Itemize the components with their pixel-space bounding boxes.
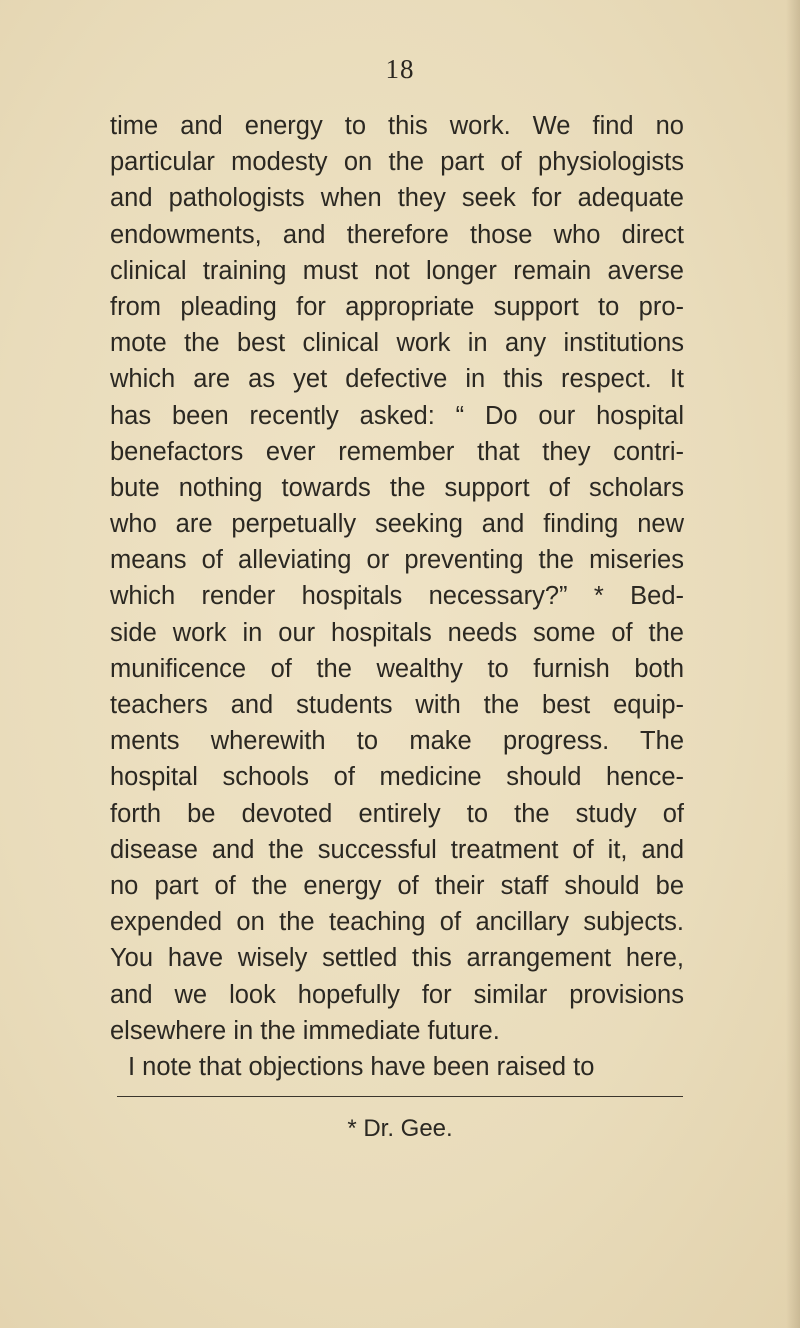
text-line: ments wherewith to make progress. The	[110, 727, 684, 756]
text-line: from pleading for appropriate support to pro-	[110, 292, 684, 321]
paragraph-end-line: elsewhere in the immediate future.	[110, 1016, 500, 1045]
text-line: teachers and students with the best equip-	[110, 691, 684, 719]
text-line: no part of the energy of their staff should be	[110, 871, 684, 900]
text-line: munificence of the wealthy to furnish both	[110, 654, 684, 683]
text-line: hospital schools of medicine should hence-	[110, 763, 684, 792]
body-text	[110, 108, 684, 1085]
paragraph-start-line: I note that objections have been raised to	[128, 1052, 595, 1081]
text-line: bute nothing towards the support of scholars	[110, 473, 684, 502]
text-line: mote the best clinical work in any institutions	[110, 329, 684, 358]
text-line: time and energy to this work. We find no	[110, 112, 684, 140]
footnote-divider	[117, 1096, 683, 1097]
text-line: which render hospitals necessary?” * Bed-	[110, 582, 684, 611]
text-line: and we look hopefully for similar provisions	[110, 980, 684, 1009]
text-line: has been recently asked: “ Do our hospital	[110, 401, 684, 430]
text-line: particular modesty on the part of physiologists	[110, 148, 684, 177]
footnote: * Dr. Gee.	[347, 1115, 453, 1142]
text-line: clinical training must not longer remain averse	[110, 256, 684, 285]
text-line: expended on the teaching of ancillary subjects.	[110, 908, 684, 937]
page-number: 18	[385, 54, 415, 84]
text-line: who are perpetually seeking and finding new	[110, 510, 684, 539]
text-line: side work in our hospitals needs some of the	[110, 618, 684, 647]
text-line: and pathologists when they seek for adequate	[110, 184, 684, 213]
text-line: benefactors ever remember that they contri-	[110, 437, 684, 466]
text-line: You have wisely settled this arrangement here,	[110, 944, 684, 973]
text-line: means of alleviating or preventing the miseries	[110, 546, 684, 575]
text-line: disease and the successful treatment of it, and	[110, 835, 684, 864]
text-line: which are as yet defective in this respect. It	[110, 365, 684, 394]
text-line: forth be devoted entirely to the study of	[110, 799, 684, 828]
text-line: endowments, and therefore those who direct	[110, 220, 684, 249]
